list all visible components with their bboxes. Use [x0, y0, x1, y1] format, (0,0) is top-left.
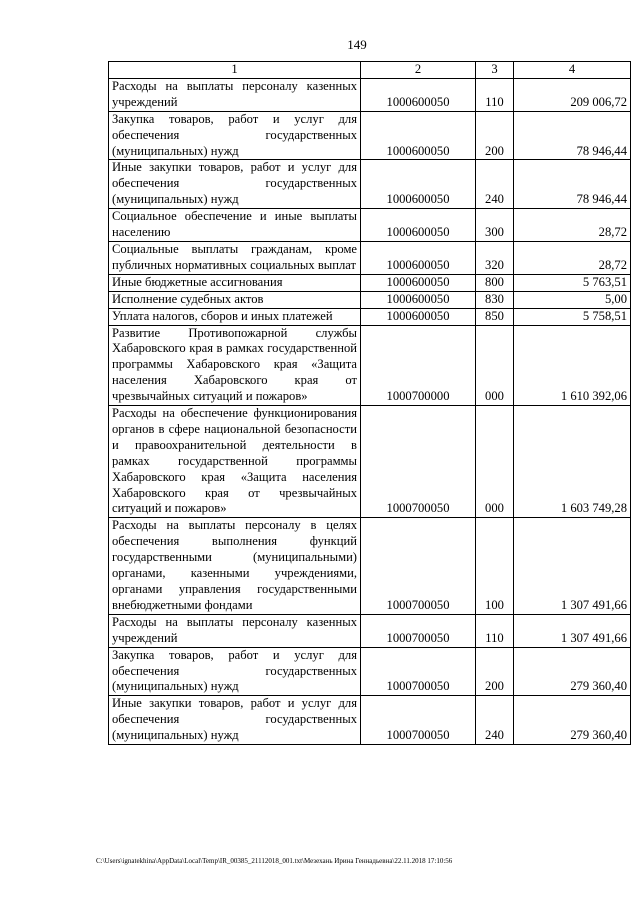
item-sum: 1 307 491,66 — [514, 614, 631, 647]
item-name: Расходы на выплаты персоналу казенных учреждений — [109, 614, 361, 647]
item-code: 1000600050 — [361, 291, 476, 308]
item-sum: 28,72 — [514, 241, 631, 274]
table-row — [109, 291, 631, 308]
table-header-row — [109, 62, 631, 79]
header-col-3: 3 — [476, 62, 514, 79]
item-name: Закупка товаров, работ и услуг для обеспечения государственных (муниципальных) нужд — [109, 647, 361, 696]
item-sum: 5,00 — [514, 291, 631, 308]
item-expense-type: 320 — [476, 241, 514, 274]
item-code: 1000700050 — [361, 696, 476, 745]
item-sum: 1 610 392,06 — [514, 325, 631, 406]
item-expense-type: 110 — [476, 614, 514, 647]
item-code: 1000700000 — [361, 325, 476, 406]
item-name: Расходы на выплаты персоналу казенных учреждений — [109, 78, 361, 111]
table-row — [109, 696, 631, 745]
item-expense-type: 200 — [476, 111, 514, 160]
table-row — [109, 274, 631, 291]
table-row — [109, 111, 631, 160]
item-expense-type: 100 — [476, 518, 514, 614]
item-expense-type: 800 — [476, 274, 514, 291]
item-code: 1000700050 — [361, 614, 476, 647]
item-name: Социальные выплаты гражданам, кроме публичных нормативных социальных выплат — [109, 241, 361, 274]
item-code: 1000700050 — [361, 518, 476, 614]
page-number: 149 — [347, 37, 367, 52]
header-col-1: 1 — [109, 62, 361, 79]
item-code: 1000700050 — [361, 406, 476, 518]
item-expense-type: 200 — [476, 647, 514, 696]
file-path-footer: C:\Users\ignatekhina\AppData\Local\Temp\IR_00385_21112018_001.txt\Мезехань Ирина Геннадьевна\22.11.2018 17:10:56 — [96, 857, 453, 865]
item-expense-type: 830 — [476, 291, 514, 308]
item-name: Иные закупки товаров, работ и услуг для обеспечения государственных (муниципальных) нужд — [109, 696, 361, 745]
item-sum: 5 758,51 — [514, 308, 631, 325]
item-code: 1000600050 — [361, 78, 476, 111]
item-sum: 5 763,51 — [514, 274, 631, 291]
header-col-4: 4 — [514, 62, 631, 79]
table-row — [109, 209, 631, 242]
table-row — [109, 614, 631, 647]
item-name: Исполнение судебных актов — [109, 291, 361, 308]
item-sum: 78 946,44 — [514, 111, 631, 160]
table-row — [109, 647, 631, 696]
item-expense-type: 850 — [476, 308, 514, 325]
item-code: 1000700050 — [361, 647, 476, 696]
item-expense-type: 110 — [476, 78, 514, 111]
item-name: Расходы на выплаты персоналу в целях обеспечения выполнения функций государственными (муниципальными) органами, казенными учреждениями, органами управления государственными внебюджетными фондами — [109, 518, 361, 614]
item-name: Иные закупки товаров, работ и услуг для обеспечения государственных (муниципальных) нужд — [109, 160, 361, 209]
item-name: Социальное обеспечение и иные выплаты населению — [109, 209, 361, 242]
item-code: 1000600050 — [361, 111, 476, 160]
item-name: Уплата налогов, сборов и иных платежей — [109, 308, 361, 325]
item-code: 1000600050 — [361, 274, 476, 291]
item-sum: 279 360,40 — [514, 696, 631, 745]
item-sum: 1 603 749,28 — [514, 406, 631, 518]
item-expense-type: 240 — [476, 696, 514, 745]
item-expense-type: 000 — [476, 406, 514, 518]
item-sum: 209 006,72 — [514, 78, 631, 111]
item-sum: 28,72 — [514, 209, 631, 242]
item-name: Развитие Противопожарной службы Хабаровского края в рамках государственной программы Хабаровского края «Защита населения Хабаровского края от чрезвычайных ситуаций и пожаров» — [109, 325, 361, 406]
item-sum: 78 946,44 — [514, 160, 631, 209]
table-row — [109, 241, 631, 274]
item-expense-type: 300 — [476, 209, 514, 242]
table-row — [109, 406, 631, 518]
header-col-2: 2 — [361, 62, 476, 79]
item-expense-type: 240 — [476, 160, 514, 209]
item-name: Иные бюджетные ассигнования — [109, 274, 361, 291]
table-row — [109, 160, 631, 209]
table-row — [109, 325, 631, 406]
item-expense-type: 000 — [476, 325, 514, 406]
item-code: 1000600050 — [361, 308, 476, 325]
item-name: Расходы на обеспечение функционирования органов в сфере национальной безопасности и правоохранительной деятельности в рамках государственной программы Хабаровского края «Защита населения Хабаровского края от чрезвычайных ситуаций и пожаров» — [109, 406, 361, 518]
item-sum: 1 307 491,66 — [514, 518, 631, 614]
table-row — [109, 308, 631, 325]
budget-table — [108, 61, 631, 745]
item-code: 1000600050 — [361, 160, 476, 209]
table-row — [109, 518, 631, 614]
table-row — [109, 78, 631, 111]
item-code: 1000600050 — [361, 241, 476, 274]
item-code: 1000600050 — [361, 209, 476, 242]
item-sum: 279 360,40 — [514, 647, 631, 696]
item-name: Закупка товаров, работ и услуг для обеспечения государственных (муниципальных) нужд — [109, 111, 361, 160]
